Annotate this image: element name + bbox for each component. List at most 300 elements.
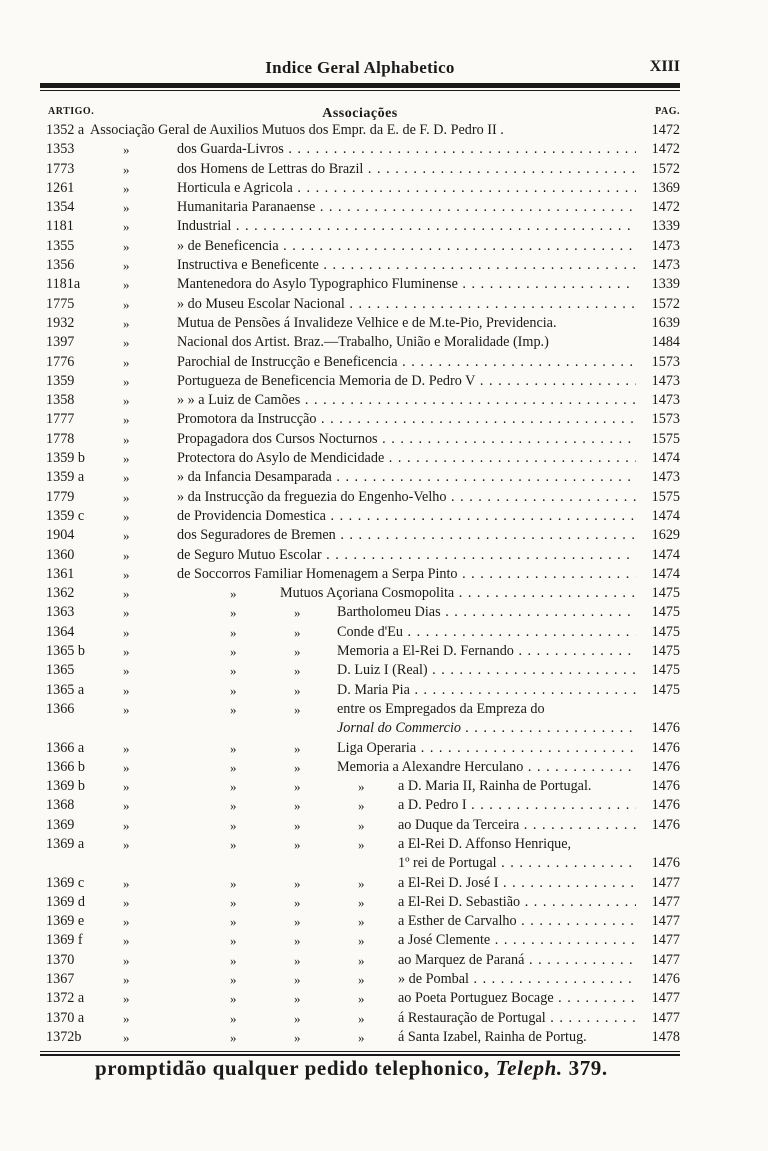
entry-article-number: 1904 xyxy=(46,527,75,544)
entry-title: a Esther de Carvalho . . . xyxy=(398,912,636,931)
entry-article-number: 1370 a xyxy=(46,1009,85,1026)
index-entry-row xyxy=(40,623,680,642)
entry-article-number: 1369 f xyxy=(46,932,83,949)
entry-article-number: 1369 b xyxy=(46,778,86,795)
index-entry-row xyxy=(40,584,680,603)
index-entry-row xyxy=(40,430,680,449)
ditto-mark: » xyxy=(358,972,365,988)
artigo-column-header: ARTIGO. xyxy=(48,106,95,117)
ditto-mark: » xyxy=(123,1029,130,1045)
entry-page-number: 1573 xyxy=(636,353,680,372)
entry-page-number: 1575 xyxy=(636,430,680,449)
ditto-mark: » xyxy=(123,373,130,389)
index-entry-row xyxy=(40,951,680,970)
ditto-mark: » xyxy=(294,875,301,891)
index-entry-row xyxy=(40,816,680,835)
ditto-mark: » xyxy=(123,547,130,563)
index-entry-row xyxy=(40,275,680,294)
entry-article-number: 1932 xyxy=(46,314,75,331)
index-entry-row xyxy=(40,333,680,352)
ditto-mark: » xyxy=(123,759,130,775)
ditto-mark: » xyxy=(123,451,130,467)
entry-article-number: 1364 xyxy=(46,623,75,640)
entry-article-number: 1354 xyxy=(46,199,75,216)
ditto-mark: » xyxy=(230,991,237,1007)
entry-title: » de Beneficencia . . . xyxy=(177,237,636,256)
entry-title: » da Instrucção da freguezia do Engenho-Velho . . . xyxy=(177,488,636,507)
index-entry-row xyxy=(40,526,680,545)
entry-article-number: 1365 a xyxy=(46,681,85,698)
index-entry-row xyxy=(40,931,680,950)
index-entry-row xyxy=(40,468,680,487)
index-entry-row xyxy=(40,160,680,179)
ditto-mark: » xyxy=(230,894,237,910)
entry-article-number: 1358 xyxy=(46,392,75,409)
ditto-mark: » xyxy=(294,644,301,660)
ditto-mark: » xyxy=(294,624,301,640)
entry-title: D. Luiz I (Real) . . . xyxy=(337,661,636,680)
entry-article-number: 1359 c xyxy=(46,507,85,524)
entry-title: de Providencia Domestica . . . xyxy=(177,507,636,526)
entry-title: D. Maria Pia . . . xyxy=(337,681,636,700)
ditto-mark: » xyxy=(358,894,365,910)
entry-page-number: 1339 xyxy=(636,217,680,236)
ditto-mark: » xyxy=(358,817,365,833)
entry-title: a D. Pedro I . . . xyxy=(398,796,636,815)
entry-page-number: 1476 xyxy=(636,816,680,835)
entry-article-number: 1779 xyxy=(46,488,75,505)
entry-page-number: 1477 xyxy=(636,874,680,893)
ditto-mark: » xyxy=(123,972,130,988)
entry-article-number: 1366 xyxy=(46,700,75,717)
ditto-mark: » xyxy=(230,740,237,756)
ditto-mark: » xyxy=(123,1010,130,1026)
entry-article-number: 1366 a xyxy=(46,739,85,756)
entry-article-number: 1366 b xyxy=(46,758,86,775)
ditto-mark: » xyxy=(123,354,130,370)
ditto-mark: » xyxy=(123,142,130,158)
entry-page-number: 1475 xyxy=(636,642,680,661)
index-entry-row xyxy=(40,488,680,507)
ditto-mark: » xyxy=(294,663,301,679)
entry-title: ao Marquez de Paraná . . . xyxy=(398,951,636,970)
entry-title: á Restauração de Portugal . . . xyxy=(398,1009,636,1028)
entry-page-number: 1474 xyxy=(636,546,680,565)
entry-page-number: 1474 xyxy=(636,507,680,526)
entry-title: Jornal do Commercio . . . xyxy=(337,719,636,738)
entry-title: Promotora da Instrucção . . . xyxy=(177,410,636,429)
running-head xyxy=(40,58,680,82)
ditto-mark: » xyxy=(230,663,237,679)
entry-article-number: 1362 xyxy=(46,585,75,602)
ditto-mark: » xyxy=(123,933,130,949)
entry-title: Nacional dos Artist. Braz.—Trabalho, União e Moralidade (Imp.) xyxy=(177,334,549,351)
entry-page-number: 1473 xyxy=(636,468,680,487)
entry-title: Associação Geral de Auxilios Mutuos dos Empr. da E. de F. D. Pedro II . xyxy=(90,122,504,138)
ditto-mark: » xyxy=(123,393,130,409)
footer-rule-thin xyxy=(40,1051,680,1052)
ditto-mark: » xyxy=(123,914,130,930)
ditto-mark: » xyxy=(230,875,237,891)
entry-page-number: 1475 xyxy=(636,661,680,680)
section-heading: Associações xyxy=(322,106,398,121)
entry-page-number: 1476 xyxy=(636,970,680,989)
ditto-mark: » xyxy=(294,952,301,968)
index-entry-row xyxy=(40,295,680,314)
entry-title: a El-Rei D. Sebastião . . . xyxy=(398,893,636,912)
ditto-mark: » xyxy=(123,701,130,717)
ditto-mark: » xyxy=(123,508,130,524)
entry-page-number: 1472 xyxy=(636,121,680,140)
entry-title: a José Clemente . . . xyxy=(398,931,636,950)
entry-article-number: 1368 xyxy=(46,797,75,814)
entry-page-number: 1476 xyxy=(636,777,680,796)
entry-page-number: 1369 xyxy=(636,179,680,198)
ditto-mark: » xyxy=(230,644,237,660)
entry-title: a D. Maria II, Rainha de Portugal. xyxy=(398,778,592,795)
entry-page-number: 1477 xyxy=(636,893,680,912)
entry-title: dos Homens de Lettras do Brazil . . . xyxy=(177,160,636,179)
ditto-mark: » xyxy=(230,1010,237,1026)
entry-article-number: 1369 xyxy=(46,816,75,833)
entry-title: Mutua de Pensões á Invalideze Velhice e de M.te-Pio, Previdencia. xyxy=(177,314,557,331)
index-entry-row xyxy=(40,1028,680,1047)
entry-article-number: 1359 xyxy=(46,372,75,389)
ditto-mark: » xyxy=(294,836,301,852)
index-entry-row xyxy=(40,739,680,758)
entry-page-number: 1475 xyxy=(636,623,680,642)
ditto-mark: » xyxy=(230,952,237,968)
entry-title: » do Museu Escolar Nacional . . . xyxy=(177,295,636,314)
ditto-mark: » xyxy=(294,605,301,621)
ditto-mark: » xyxy=(230,701,237,717)
ditto-mark: » xyxy=(123,200,130,216)
ditto-mark: » xyxy=(123,894,130,910)
entry-title: a El-Rei D. Affonso Henrique, xyxy=(398,835,572,852)
ditto-mark: » xyxy=(123,875,130,891)
entry-title: Industrial . . . xyxy=(177,217,636,236)
ditto-mark: » xyxy=(123,431,130,447)
entry-article-number: 1359 b xyxy=(46,450,86,467)
entry-title: entre os Empregados da Empreza do xyxy=(337,700,545,717)
header-rule-thick xyxy=(40,83,680,88)
entry-page-number: 1484 xyxy=(636,333,680,352)
ditto-mark: » xyxy=(123,624,130,640)
ditto-mark: » xyxy=(294,740,301,756)
ditto-mark: » xyxy=(123,566,130,582)
ditto-mark: » xyxy=(123,180,130,196)
entry-article-number: 1370 xyxy=(46,951,75,968)
page-number: XIII xyxy=(649,58,680,75)
ditto-mark: » xyxy=(230,759,237,775)
entry-page-number: 1476 xyxy=(636,719,680,738)
ditto-mark: » xyxy=(230,779,237,795)
entry-page-number: 1477 xyxy=(636,931,680,950)
index-entry-row xyxy=(40,912,680,931)
ditto-mark: » xyxy=(294,894,301,910)
index-entry-row xyxy=(40,565,680,584)
ditto-mark: » xyxy=(230,682,237,698)
ditto-mark: » xyxy=(123,219,130,235)
entry-article-number: 1181a xyxy=(46,276,81,293)
index-entry-row xyxy=(40,854,680,873)
entry-page-number: 1477 xyxy=(636,989,680,1008)
entry-article-number: 1397 xyxy=(46,334,75,351)
index-entries xyxy=(40,121,680,1047)
index-entry-row xyxy=(40,121,680,140)
index-entry-row xyxy=(40,1009,680,1028)
entry-title: Mantenedora do Asylo Typographico Fluminense . . . xyxy=(177,275,636,294)
entry-title: de Soccorros Familiar Homenagem a Serpa Pinto . . . xyxy=(177,565,636,584)
ditto-mark: » xyxy=(230,1029,237,1045)
entry-article-number: 1773 xyxy=(46,160,75,177)
ditto-mark: » xyxy=(123,682,130,698)
entry-article-number: 1777 xyxy=(46,411,75,428)
ditto-mark: » xyxy=(358,836,365,852)
ditto-mark: » xyxy=(123,238,130,254)
ditto-mark: » xyxy=(358,991,365,1007)
ditto-mark: » xyxy=(358,933,365,949)
header-rule-thin xyxy=(40,90,680,91)
entry-article-number: 1365 b xyxy=(46,643,86,660)
entry-article-number: 1352 a xyxy=(46,122,85,138)
ditto-mark: » xyxy=(123,412,130,428)
ditto-mark: » xyxy=(294,972,301,988)
entry-article-number: 1363 xyxy=(46,604,75,621)
entry-title: dos Seguradores de Bremen . . . xyxy=(177,526,636,545)
ditto-mark: » xyxy=(123,258,130,274)
ditto-mark: » xyxy=(358,779,365,795)
ditto-mark: » xyxy=(123,335,130,351)
entry-article-number: 1355 xyxy=(46,237,75,254)
entry-title: de Seguro Mutuo Escolar . . . xyxy=(177,546,636,565)
entry-title: » de Pombal . . . xyxy=(398,970,636,989)
index-entry-row xyxy=(40,681,680,700)
footer-teleph-number: 379. xyxy=(568,1056,608,1080)
entry-page-number: 1339 xyxy=(636,275,680,294)
entry-page-number: 1572 xyxy=(636,295,680,314)
entry-page-number: 1476 xyxy=(636,854,680,873)
entry-title: Propagadora dos Cursos Nocturnos . . . xyxy=(177,430,636,449)
entry-title: 1º rei de Portugal . . . xyxy=(398,854,636,873)
ditto-mark: » xyxy=(230,836,237,852)
ditto-mark: » xyxy=(294,1029,301,1045)
entry-page-number: 1475 xyxy=(636,584,680,603)
entry-article-number: 1367 xyxy=(46,971,75,988)
entry-page-number: 1639 xyxy=(636,314,680,333)
entry-article-number: 1359 a xyxy=(46,469,85,486)
ditto-mark: » xyxy=(358,875,365,891)
index-entry-row xyxy=(40,507,680,526)
entry-title: Bartholomeu Dias . . . xyxy=(337,603,636,622)
ditto-mark: » xyxy=(123,277,130,293)
ditto-mark: » xyxy=(230,798,237,814)
entry-title: Portugueza de Beneficencia Memoria de D. Pedro V . . . xyxy=(177,372,636,391)
entry-page-number: 1477 xyxy=(636,912,680,931)
ditto-mark: » xyxy=(123,663,130,679)
entry-page-number: 1474 xyxy=(636,565,680,584)
entry-page-number: 1473 xyxy=(636,237,680,256)
entry-title: Protectora do Asylo de Mendicidade . . . xyxy=(177,449,636,468)
entry-page-number: 1478 xyxy=(636,1028,680,1047)
ditto-mark: » xyxy=(123,605,130,621)
entry-page-number: 1475 xyxy=(636,681,680,700)
ditto-mark: » xyxy=(123,315,130,331)
entry-title: Mutuos Açoriana Cosmopolita . . . xyxy=(280,584,636,603)
ditto-mark: » xyxy=(123,644,130,660)
entry-article-number: 1372 a xyxy=(46,990,85,1007)
index-entry-row xyxy=(40,758,680,777)
ditto-mark: » xyxy=(294,1010,301,1026)
index-entry-row xyxy=(40,237,680,256)
ditto-mark: » xyxy=(358,1029,365,1045)
ditto-mark: » xyxy=(230,624,237,640)
ditto-mark: » xyxy=(358,798,365,814)
entry-page-number: 1472 xyxy=(636,198,680,217)
index-entry-row xyxy=(40,989,680,1008)
ditto-mark: » xyxy=(294,798,301,814)
entry-title: Humanitaria Paranaense . . . xyxy=(177,198,636,217)
index-entry-row xyxy=(40,777,680,796)
entry-article-number: 1372b xyxy=(46,1028,82,1045)
ditto-mark: » xyxy=(123,489,130,505)
entry-page-number: 1629 xyxy=(636,526,680,545)
entry-page-number: 1473 xyxy=(636,372,680,391)
index-entry-row xyxy=(40,970,680,989)
entry-article-number: 1775 xyxy=(46,295,75,312)
entry-article-number: 1181 xyxy=(46,218,74,235)
entry-title: » da Infancia Desamparada . . . xyxy=(177,468,636,487)
ditto-mark: » xyxy=(294,701,301,717)
ditto-mark: » xyxy=(230,972,237,988)
index-entry-row xyxy=(40,410,680,429)
ditto-mark: » xyxy=(230,586,237,602)
entry-article-number: 1261 xyxy=(46,179,75,196)
entry-article-number: 1776 xyxy=(46,353,75,370)
entry-page-number: 1573 xyxy=(636,410,680,429)
index-entry-row xyxy=(40,603,680,622)
index-entry-row xyxy=(40,796,680,815)
entry-page-number: 1477 xyxy=(636,1009,680,1028)
entry-title: ao Poeta Portuguez Bocage . . . xyxy=(398,989,636,1008)
index-entry-row xyxy=(40,391,680,410)
page-title: Indice Geral Alphabetico xyxy=(265,58,455,77)
ditto-mark: » xyxy=(294,933,301,949)
ditto-mark: » xyxy=(123,836,130,852)
ditto-mark: » xyxy=(230,914,237,930)
entry-title: Instructiva e Beneficente . . . xyxy=(177,256,636,275)
ditto-mark: » xyxy=(123,740,130,756)
ditto-mark: » xyxy=(123,586,130,602)
ditto-mark: » xyxy=(123,296,130,312)
ditto-mark: » xyxy=(358,1010,365,1026)
index-entry-row xyxy=(40,179,680,198)
index-entry-row xyxy=(40,353,680,372)
footer-teleph-label: Teleph. xyxy=(495,1056,563,1080)
entry-page-number: 1473 xyxy=(636,391,680,410)
ditto-mark: » xyxy=(230,817,237,833)
index-entry-row xyxy=(40,719,680,738)
index-entry-row xyxy=(40,314,680,333)
entry-page-number: 1476 xyxy=(636,758,680,777)
entry-title: a El-Rei D. José I . . . xyxy=(398,874,636,893)
footer-advertisement xyxy=(95,1056,655,1081)
entry-article-number: 1778 xyxy=(46,430,75,447)
ditto-mark: » xyxy=(230,605,237,621)
ditto-mark: » xyxy=(123,470,130,486)
entry-page-number: 1476 xyxy=(636,739,680,758)
entry-article-number: 1361 xyxy=(46,565,75,582)
index-entry-row xyxy=(40,835,680,854)
ditto-mark: » xyxy=(294,682,301,698)
ditto-mark: » xyxy=(294,991,301,1007)
entry-page-number: 1572 xyxy=(636,160,680,179)
ditto-mark: » xyxy=(294,914,301,930)
entry-title: Horticula e Agricola . . . xyxy=(177,179,636,198)
ditto-mark: » xyxy=(123,817,130,833)
entry-article-number: 1369 a xyxy=(46,835,85,852)
ditto-mark: » xyxy=(358,914,365,930)
entry-article-number: 1356 xyxy=(46,257,75,274)
entry-article-number: 1369 d xyxy=(46,893,86,910)
index-entry-row xyxy=(40,874,680,893)
pag-column-header: PAG. xyxy=(655,106,680,117)
index-entry-row xyxy=(40,198,680,217)
entry-page-number: 1472 xyxy=(636,140,680,159)
entry-title: dos Guarda-Livros . . . xyxy=(177,140,636,159)
ditto-mark: » xyxy=(123,161,130,177)
index-entry-row xyxy=(40,372,680,391)
entry-article-number: 1360 xyxy=(46,546,75,563)
entry-title: Memoria a El-Rei D. Fernando . . . xyxy=(337,642,636,661)
entry-page-number: 1477 xyxy=(636,951,680,970)
index-entry-row xyxy=(40,217,680,236)
index-entry-row xyxy=(40,893,680,912)
entry-article-number: 1369 c xyxy=(46,874,85,891)
entry-title: á Santa Izabel, Rainha de Portug. xyxy=(398,1028,587,1045)
entry-title: » » a Luiz de Camões . . . xyxy=(177,391,636,410)
entry-title: Liga Operaria . . . xyxy=(337,739,636,758)
index-entry-row xyxy=(40,546,680,565)
ditto-mark: » xyxy=(230,933,237,949)
ditto-mark: » xyxy=(123,952,130,968)
entry-page-number: 1476 xyxy=(636,796,680,815)
entry-title: Memoria a Alexandre Herculano . . . xyxy=(337,758,636,777)
entry-title: Conde d'Eu . . . xyxy=(337,623,636,642)
entry-page-number: 1474 xyxy=(636,449,680,468)
index-entry-row xyxy=(40,449,680,468)
ditto-mark: » xyxy=(123,798,130,814)
entry-article-number: 1353 xyxy=(46,141,75,158)
index-entry-row xyxy=(40,256,680,275)
entry-article-number: 1369 e xyxy=(46,913,85,930)
ditto-mark: » xyxy=(123,528,130,544)
entry-page-number: 1473 xyxy=(636,256,680,275)
entry-title: Parochial de Instrucção e Beneficencia . . . xyxy=(177,353,636,372)
ditto-mark: » xyxy=(294,779,301,795)
entry-article-number: 1365 xyxy=(46,662,75,679)
ditto-mark: » xyxy=(123,779,130,795)
entry-page-number: 1575 xyxy=(636,488,680,507)
index-entry-row xyxy=(40,700,680,719)
ditto-mark: » xyxy=(123,991,130,1007)
footer-text: promptidão qualquer pedido telephonico, xyxy=(95,1056,490,1080)
ditto-mark: » xyxy=(294,817,301,833)
index-entry-row xyxy=(40,642,680,661)
entry-page-number: 1475 xyxy=(636,603,680,622)
ditto-mark: » xyxy=(294,759,301,775)
index-entry-row xyxy=(40,661,680,680)
